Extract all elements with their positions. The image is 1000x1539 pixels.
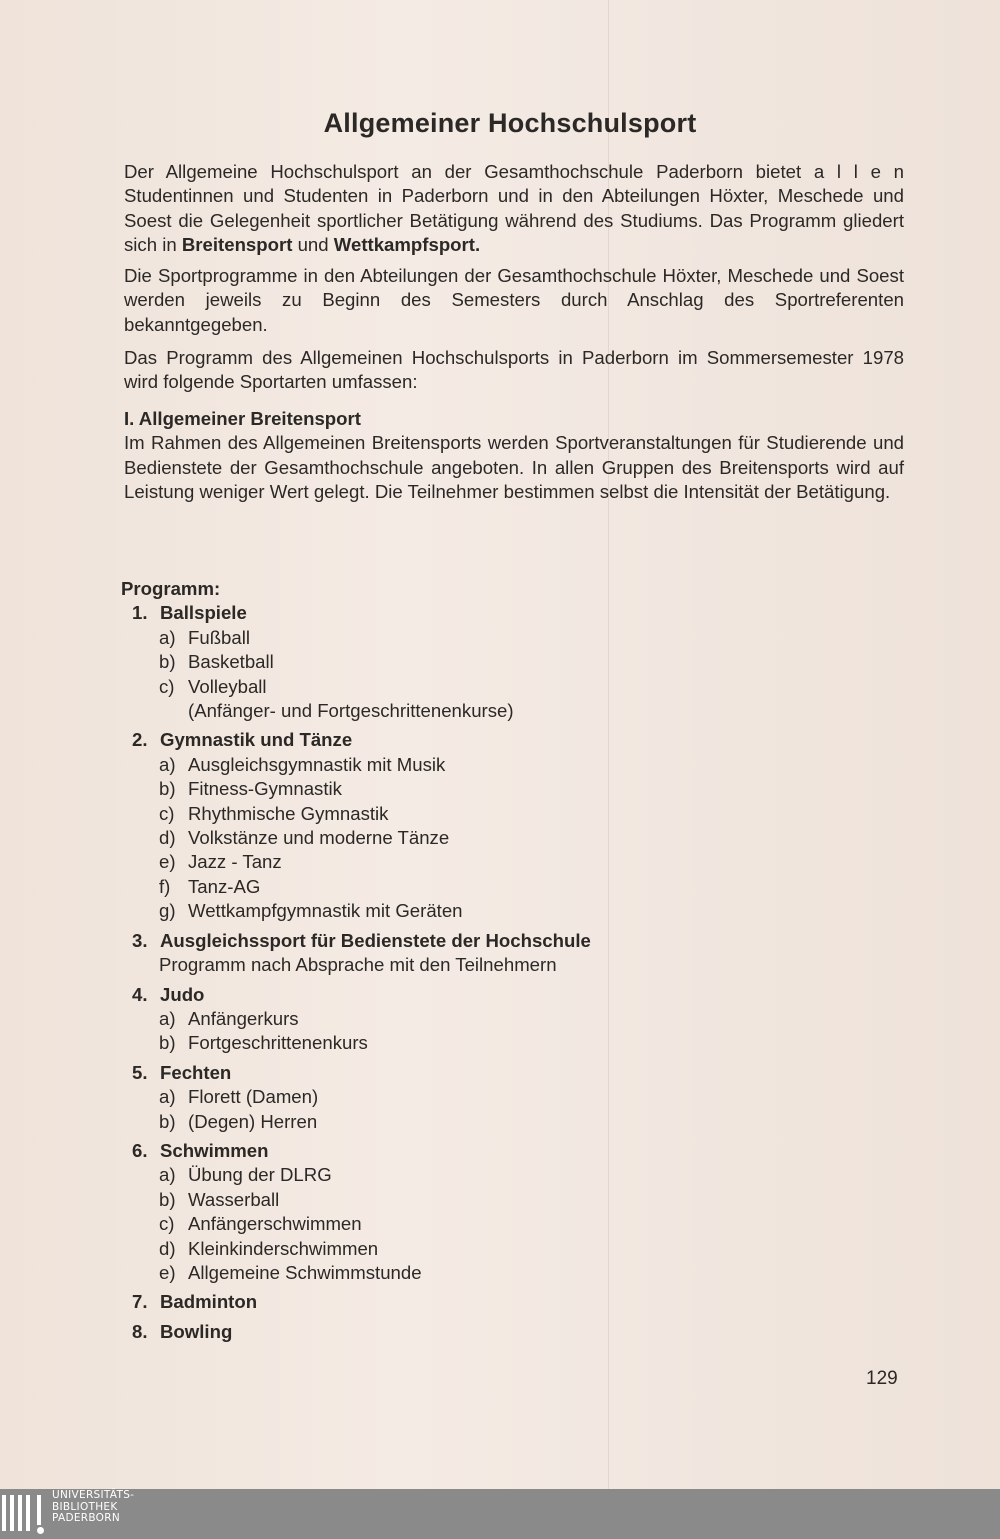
- library-logo-text: [52, 1490, 134, 1525]
- list-item-text: Fortgeschrittenenkurs: [188, 1032, 368, 1054]
- list-item-label: f): [159, 875, 171, 897]
- program-section: [122, 601, 722, 723]
- list-item-label: a): [159, 1086, 176, 1108]
- list-item-label: b): [159, 1032, 176, 1054]
- section-detail: Programm nach Absprache mit den Teilnehmern: [159, 954, 557, 976]
- list-item-text: Volkstänze und moderne Tänze: [188, 827, 450, 849]
- list-item: [122, 1085, 722, 1109]
- section-title-text: Ballspiele: [160, 602, 247, 624]
- list-item-label: a): [159, 626, 176, 648]
- list-item-text: Anfängerschwimmen: [188, 1213, 362, 1235]
- list-item-text: Florett (Damen): [188, 1086, 319, 1108]
- program-section: [122, 983, 722, 1056]
- list-item-text: Basketball: [188, 651, 274, 673]
- list-item-label: c): [159, 675, 175, 697]
- list-item: [122, 1237, 722, 1261]
- section-title-text: Badminton: [160, 1291, 258, 1313]
- program-section-title: [122, 929, 722, 953]
- program-intro-text: Das Programm des Allgemeinen Hochschulsports in Paderborn im Sommersemester 1978 wird folgende Sportarten umfassen:: [124, 347, 904, 393]
- list-item-text: Fußball: [188, 626, 251, 648]
- section-number: 8.: [132, 1320, 148, 1342]
- list-item: [122, 1261, 722, 1285]
- program-sections: [122, 601, 722, 1344]
- intro-bold-breitensport: Breitensport: [181, 234, 293, 256]
- program-section-title: [122, 728, 722, 752]
- section-number: 6.: [132, 1139, 148, 1161]
- intro-text-3: und: [292, 234, 334, 256]
- program-section-title: [122, 1290, 722, 1314]
- list-item-text: Übung der DLRG: [188, 1164, 332, 1186]
- program-section: [122, 1320, 722, 1344]
- section-title-text: Schwimmen: [160, 1139, 269, 1161]
- list-item-label: c): [159, 1213, 175, 1235]
- list-item-text: Volleyball: [188, 675, 267, 697]
- list-item: [122, 826, 722, 850]
- list-item-text: Ausgleichsgymnastik mit Musik: [188, 753, 446, 775]
- list-item-label: e): [159, 851, 176, 873]
- breitensport-text: Im Rahmen des Allgemeinen Breitensports werden Sportveranstaltungen für Studierende und Bedienstete der Gesamthochschule angeboten. In allen Gruppen des Breitensports wird auf Leistung weniger Wert gelegt. Die Teilnehmer bestimmen selbst die Intensität der Betätigung.: [124, 432, 904, 503]
- logo-line-2: BIBLIOTHEK: [52, 1500, 118, 1513]
- list-item-label: b): [159, 778, 176, 800]
- list-item-label: b): [159, 1110, 176, 1132]
- list-item-label: c): [159, 802, 175, 824]
- library-logo-dot: [37, 1527, 44, 1534]
- section-number: 4.: [132, 983, 148, 1005]
- intro-bold-wettkampfsport: Wettkampfsport.: [333, 234, 481, 256]
- section-heading: I. Allgemeiner Breitensport: [124, 408, 361, 429]
- list-item: [122, 650, 722, 674]
- section-note: (Anfänger- und Fortgeschrittenenkurse): [188, 700, 514, 722]
- list-item: [122, 1212, 722, 1236]
- program-section-title: [122, 601, 722, 625]
- section-number: 5.: [132, 1061, 148, 1083]
- program-section: [122, 1139, 722, 1285]
- list-item-label: e): [159, 1261, 176, 1283]
- program-intro-paragraph: [124, 346, 904, 395]
- departments-paragraph: [124, 264, 904, 337]
- list-item-label: d): [159, 827, 176, 849]
- list-item-label: b): [159, 651, 176, 673]
- list-item-label: a): [159, 753, 176, 775]
- section-title-text: Ausgleichssport für Bedienstete der Hochschule: [160, 929, 591, 951]
- logo-line-1: UNIVERSITÄTS-: [52, 1489, 135, 1501]
- list-item: [122, 675, 722, 699]
- page-title: Allgemeiner Hochschulsport: [323, 108, 697, 138]
- list-item-label: b): [159, 1188, 176, 1210]
- program-list: [122, 577, 722, 1344]
- program-section-title: [122, 983, 722, 1007]
- breitensport-section: [124, 407, 904, 505]
- list-item: [122, 1007, 722, 1031]
- list-item: [122, 626, 722, 650]
- list-item-label: a): [159, 1164, 176, 1186]
- program-section-title: [122, 1139, 722, 1163]
- list-item: [122, 753, 722, 777]
- list-item-text: Fitness-Gymnastik: [188, 778, 342, 800]
- section-title-text: Bowling: [160, 1320, 233, 1342]
- list-item: [122, 1110, 722, 1134]
- intro-paragraph: [124, 160, 904, 258]
- intro-text-1: Der Allgemeine Hochschulsport an der Gesamthochschule Paderborn bietet: [124, 161, 814, 182]
- program-label: Programm:: [121, 578, 221, 599]
- intro-text-2: Studentinnen und Studenten in Paderborn und in den Abteilungen Höxter, Meschede und Soest die Gelegenheit sportlicher Betätigung während des Studiums. Das Programm gliedert sich in: [124, 185, 904, 256]
- departments-text: Die Sportprogramme in den Abteilungen der Gesamthochschule Höxter, Meschede und Soest werden jeweils zu Beginn des Semesters durch Anschlag des Sportreferenten bekanntgegeben.: [124, 265, 904, 335]
- list-item-text: Tanz-AG: [188, 875, 261, 897]
- section-title-text: Judo: [160, 983, 205, 1005]
- list-item-text: (Degen) Herren: [188, 1110, 318, 1132]
- list-item-label: g): [159, 900, 176, 922]
- list-item: [122, 802, 722, 826]
- list-item: [122, 777, 722, 801]
- list-item-label: d): [159, 1237, 176, 1259]
- list-item-text: Wasserball: [188, 1188, 280, 1210]
- program-section: [122, 1290, 722, 1314]
- section-number: 2.: [132, 729, 148, 751]
- list-item-text: Kleinkinderschwimmen: [188, 1237, 379, 1259]
- section-title-text: Fechten: [160, 1061, 232, 1083]
- list-item: [122, 1031, 722, 1055]
- program-section-title: [122, 1320, 722, 1344]
- intro-spaced-word: a l l e n: [813, 161, 904, 182]
- list-item-text: Allgemeine Schwimmstunde: [188, 1261, 422, 1283]
- program-section: [122, 1061, 722, 1134]
- list-item: [122, 899, 722, 923]
- program-section: [122, 929, 722, 978]
- logo-line-3: PADERBORN: [52, 1512, 120, 1524]
- section-number: 1.: [132, 602, 148, 624]
- list-item: [122, 1163, 722, 1187]
- list-item-text: Anfängerkurs: [188, 1007, 299, 1029]
- list-item-text: Wettkampfgymnastik mit Geräten: [188, 900, 463, 922]
- program-section-title: [122, 1061, 722, 1085]
- library-footer: [0, 1489, 1000, 1539]
- program-section: [122, 728, 722, 923]
- section-number: 3.: [132, 929, 148, 951]
- list-item-text: Jazz - Tanz: [188, 851, 282, 873]
- list-item-label: a): [159, 1007, 176, 1029]
- section-number: 7.: [132, 1291, 148, 1313]
- list-item: [122, 1188, 722, 1212]
- list-item: [122, 850, 722, 874]
- section-title-text: Gymnastik und Tänze: [160, 729, 353, 751]
- page-number: 129: [866, 1368, 898, 1389]
- list-item-text: Rhythmische Gymnastik: [188, 802, 389, 824]
- list-item: [122, 875, 722, 899]
